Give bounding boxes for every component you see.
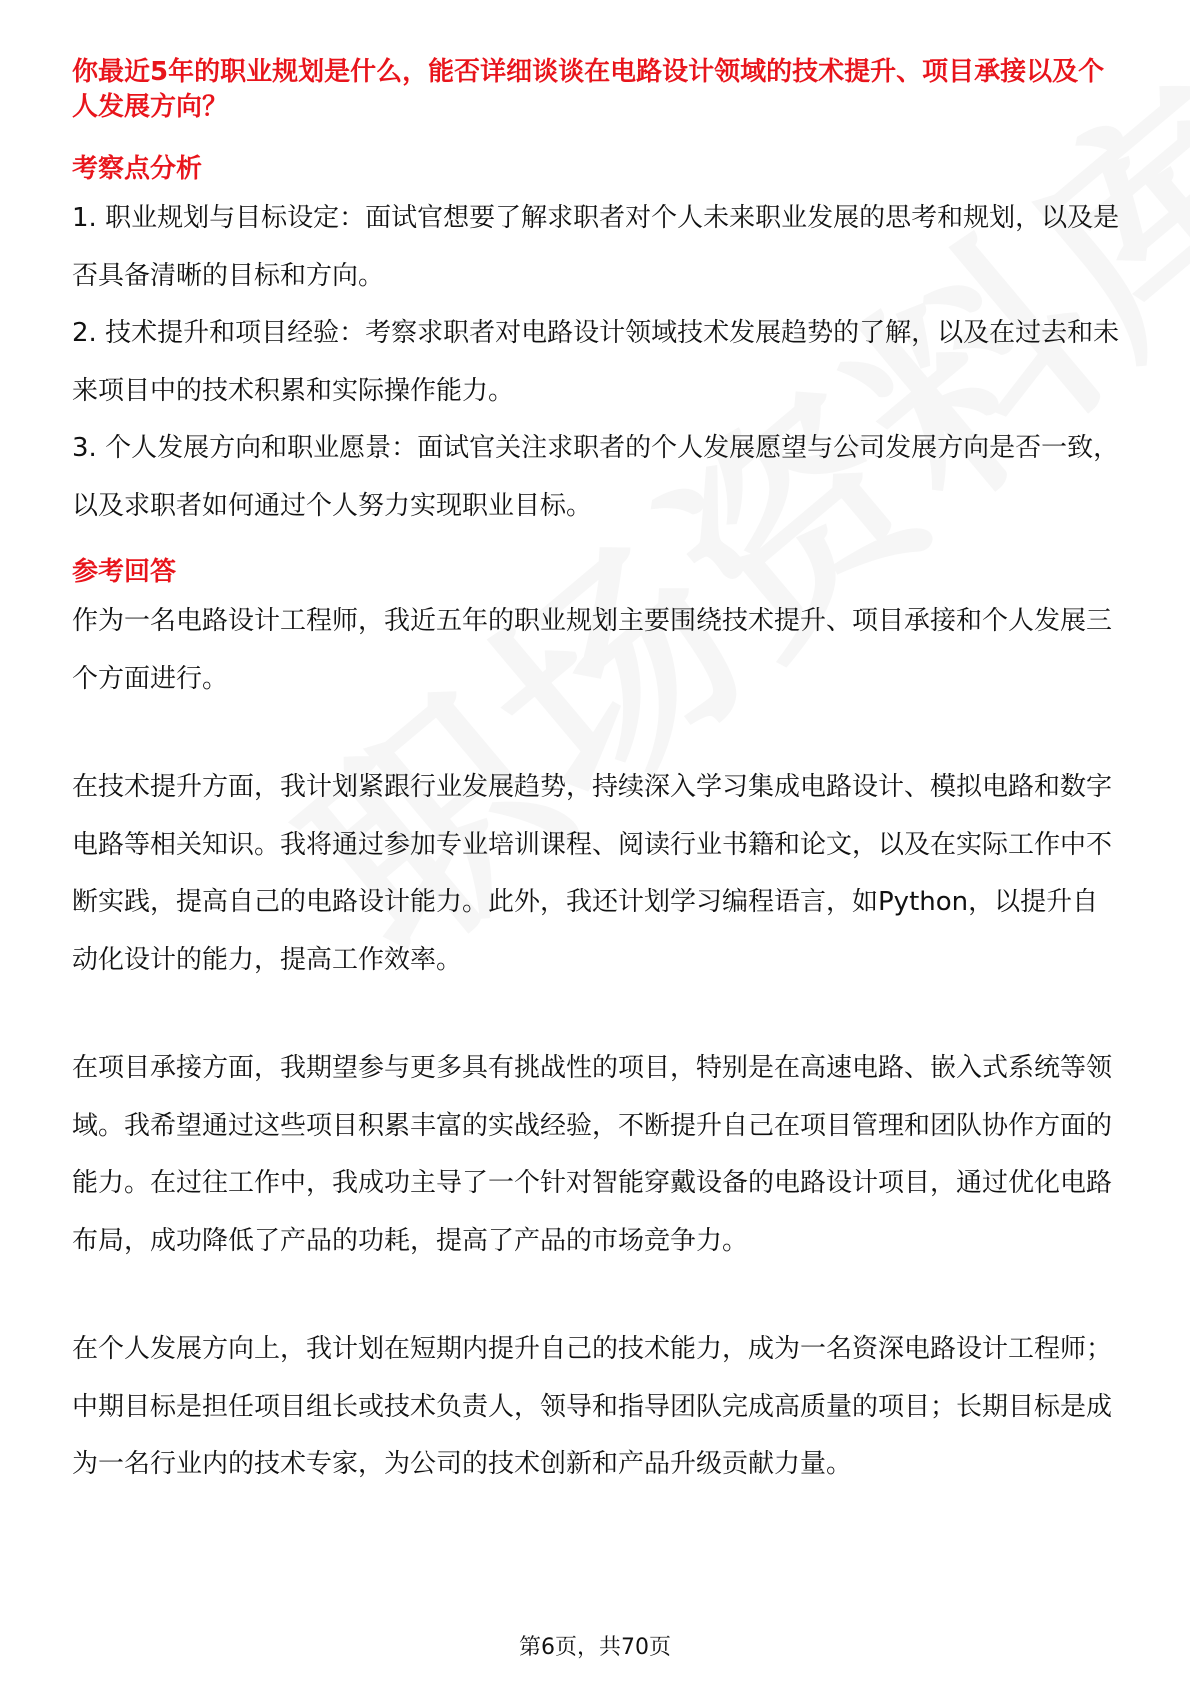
analysis-item-2: 2. 技术提升和项目经验：考察求职者对电路设计领域技术发展趋势的了解，以及在过去和未来项目中的技术积累和实际操作能力。 xyxy=(72,318,1120,406)
question-title: 你最近5年的职业规划是什么，能否详细谈谈在电路设计领域的技术提升、项目承接以及个人发展方向？ xyxy=(72,57,1105,122)
analysis-heading: 考察点分析 xyxy=(72,154,203,184)
answer-paragraph-4: 在个人发展方向上，我计划在短期内提升自己的技术能力，成为一名资深电路设计工程师；中期目标是担任项目组长或技术负责人，领导和指导团队完成高质量的项目；长期目标是成为一名行业内的技术专家，为公司的技术创新和产品升级贡献力量。 xyxy=(72,1334,1113,1479)
answer-paragraph-2: 在技术提升方面，我计划紧跟行业发展趋势，持续深入学习集成电路设计、模拟电路和数字电路等相关知识。我将通过参加专业培训课程、阅读行业书籍和论文，以及在实际工作中不断实践，提高自己的电路设计能力。此外，我还计划学习编程语言，如Python，以提升自动化设计的能力，提高工作效率。 xyxy=(72,772,1113,975)
page-content xyxy=(72,55,1122,1494)
analysis-item-1: 1. 职业规划与目标设定：面试官想要了解求职者对个人未来职业发展的思考和规划，以及是否具备清晰的目标和方向。 xyxy=(72,203,1120,291)
answer-heading: 参考回答 xyxy=(72,557,177,587)
page-footer: 第6页，共70页 xyxy=(519,1635,671,1660)
answer-paragraph-1: 作为一名电路设计工程师，我近五年的职业规划主要围绕技术提升、项目承接和个人发展三个方面进行。 xyxy=(72,606,1113,694)
analysis-item-3: 3. 个人发展方向和职业愿景：面试官关注求职者的个人发展愿望与公司发展方向是否一致，以及求职者如何通过个人努力实现职业目标。 xyxy=(72,433,1120,521)
answer-paragraph-3: 在项目承接方面，我期望参与更多具有挑战性的项目，特别是在高速电路、嵌入式系统等领域。我希望通过这些项目积累丰富的实战经验，不断提升自己在项目管理和团队协作方面的能力。在过往工作中，我成功主导了一个针对智能穿戴设备的电路设计项目，通过优化电路布局，成功降低了产品的功耗，提高了产品的市场竞争力。 xyxy=(72,1053,1113,1256)
